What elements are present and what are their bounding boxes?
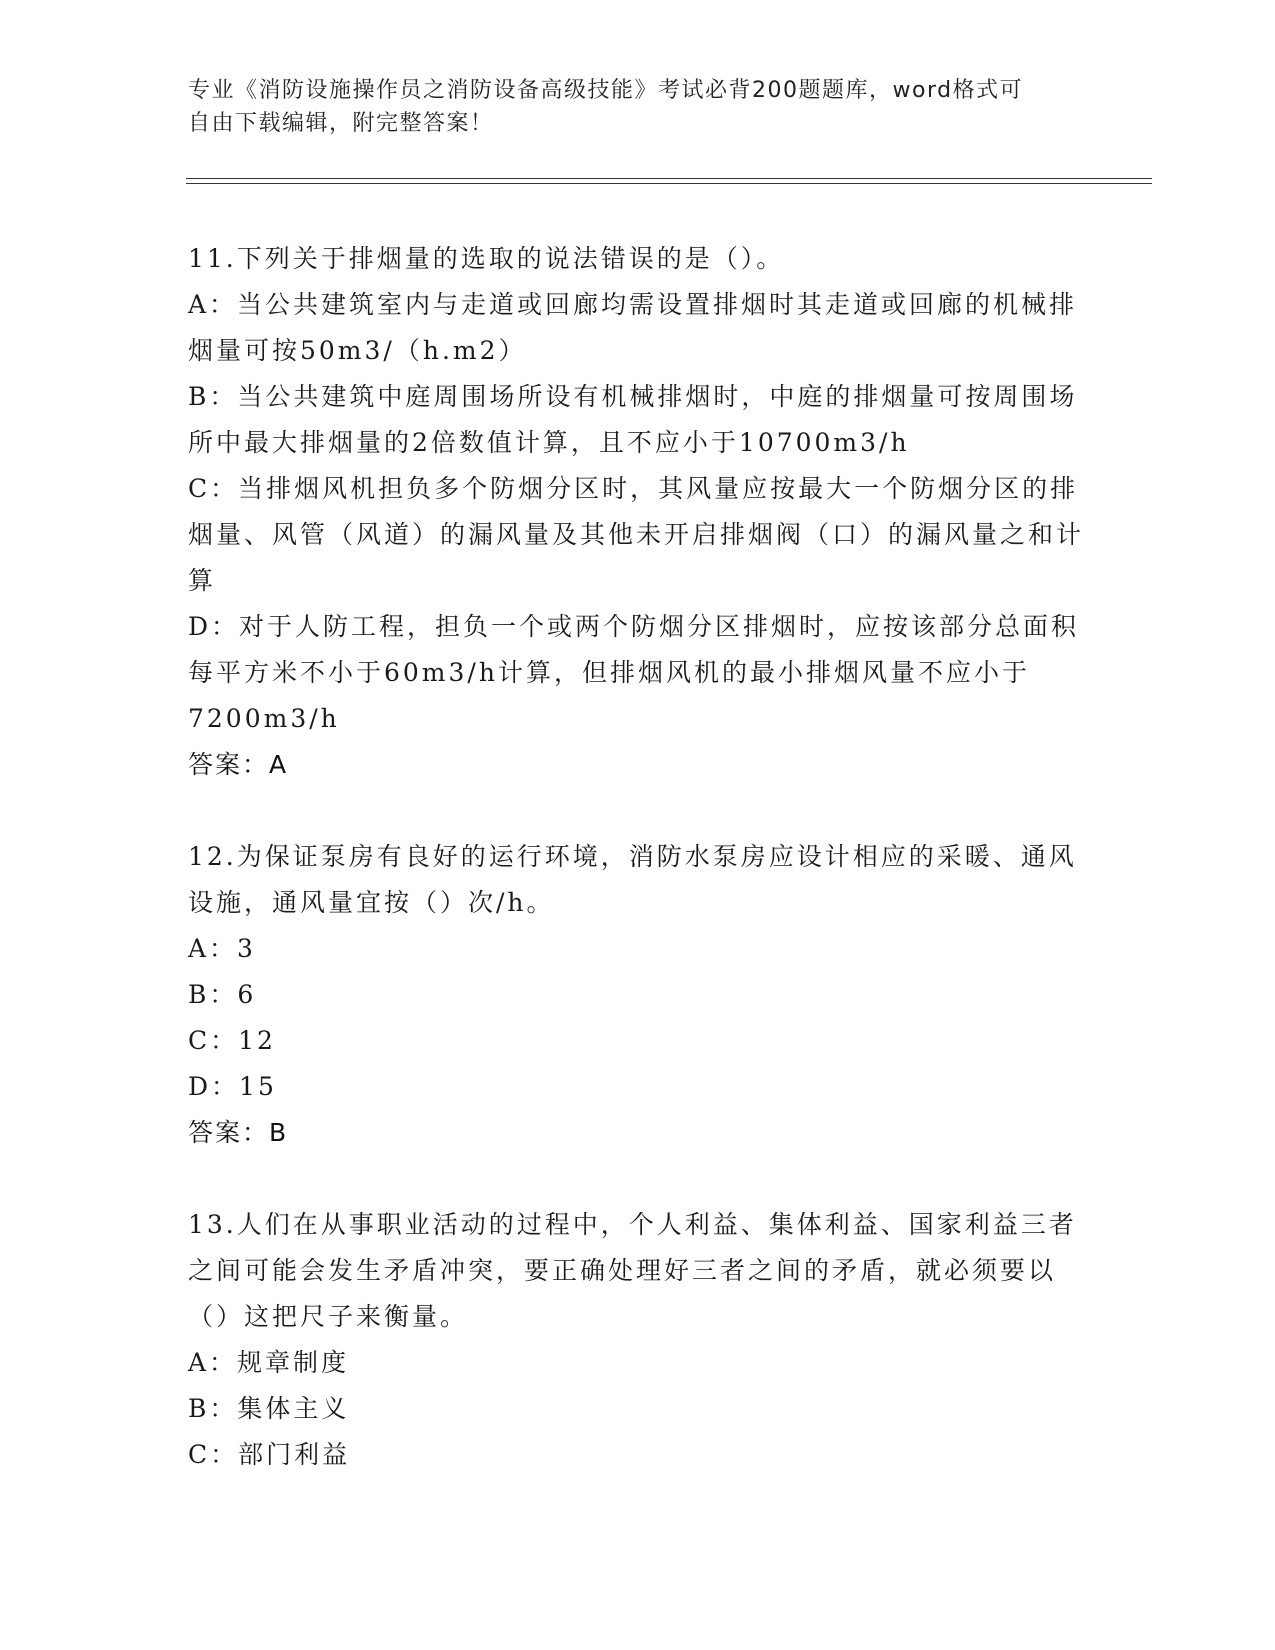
question-text: 12.为保证泵房有良好的运行环境，消防水泵房应设计相应的采暖、通风设施，通风量宜按（）次/h。	[188, 842, 1077, 917]
option-b: B：6	[188, 980, 257, 1009]
option-b: B：当公共建筑中庭周围场所设有机械排烟时，中庭的排烟量可按周围场所中最大排烟量的2倍数值计算，且不应小于10700m3/h	[188, 382, 1078, 457]
question-13	[188, 1202, 1088, 1478]
answer-label: 答案：B	[188, 1118, 289, 1147]
document-header	[188, 74, 1068, 140]
header-divider-bottom	[186, 183, 1152, 184]
option-c: C：部门利益	[188, 1440, 351, 1469]
option-c: C：12	[188, 1026, 276, 1055]
option-a: A：3	[188, 934, 256, 963]
option-a: A：规章制度	[188, 1348, 350, 1377]
question-text: 13.人们在从事职业活动的过程中，个人利益、集体利益、国家利益三者之间可能会发生矛盾冲突，要正确处理好三者之间的矛盾，就必须要以（）这把尺子来衡量。	[188, 1210, 1077, 1331]
question-text: 11.下列关于排烟量的选取的说法错误的是（）。	[188, 244, 785, 273]
option-d: D：对于人防工程，担负一个或两个防烟分区排烟时，应按该部分总面积每平方米不小于60m3/h计算，但排烟风机的最小排烟风量不应小于7200m3/h	[188, 612, 1080, 733]
option-b: B：集体主义	[188, 1394, 350, 1423]
option-a: A：当公共建筑室内与走道或回廊均需设置排烟时其走道或回廊的机械排烟量可按50m3/（h.m2）	[188, 290, 1078, 365]
option-c: C：当排烟风机担负多个防烟分区时，其风量应按最大一个防烟分区的排烟量、风管（风道）的漏风量及其他未开启排烟阀（口）的漏风量之和计算	[188, 474, 1085, 595]
option-d: D：15	[188, 1072, 277, 1101]
answer-label: 答案：A	[188, 750, 289, 779]
question-list	[188, 236, 1088, 1524]
question-11	[188, 236, 1088, 788]
header-divider-top	[186, 178, 1152, 179]
question-12	[188, 834, 1088, 1156]
header-title-line-2: 自由下载编辑，附完整答案！	[188, 111, 494, 136]
header-title-line-1: 专业《消防设施操作员之消防设备高级技能》考试必背200题题库，word格式可	[188, 78, 1024, 103]
